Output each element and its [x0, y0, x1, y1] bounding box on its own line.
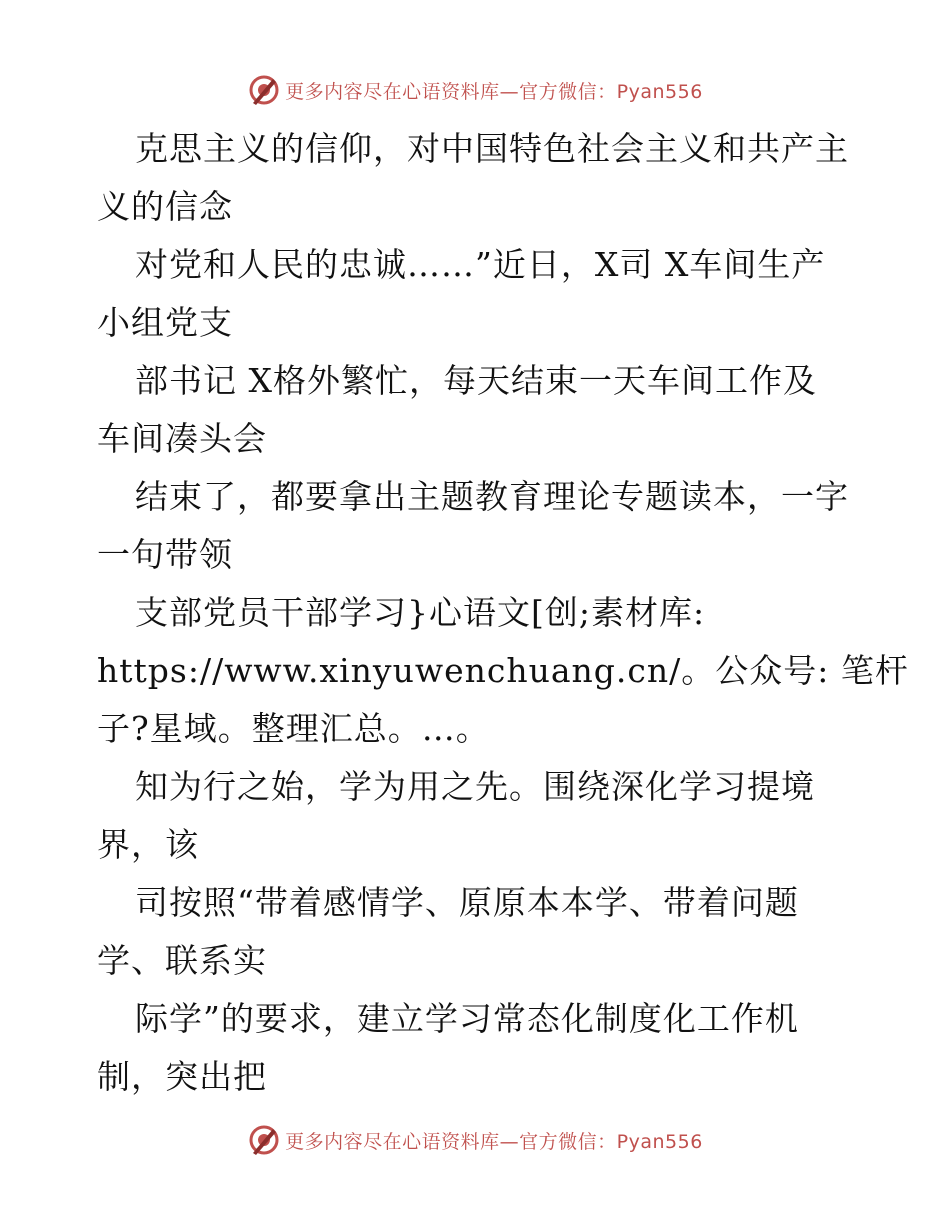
body-line: 学、联系实 [97, 941, 267, 980]
header-banner [0, 70, 950, 110]
body-line: 司按照“带着感情学、原原本本学、带着问题 [135, 883, 799, 922]
body-line: 克思主义的信仰，对中国特色社会主义和共产主 [135, 129, 849, 168]
body-line: 对党和人民的忠诚……”近日，X司 X车间生产 [135, 245, 826, 284]
body-line: https://www.xinyuwenchuang.cn/。公众号: 笔杆 [97, 651, 909, 690]
header-banner-text: 更多内容尽在心语资料库—官方微信：Pyan556 [285, 80, 703, 103]
body-line: 义的信念 [97, 187, 233, 226]
body-line: 小组党支 [97, 303, 233, 342]
document-body [97, 120, 909, 1106]
body-line: 结束了，都要拿出主题教育理论专题读本，一字 [135, 477, 849, 516]
body-line: 界，该 [97, 825, 199, 864]
body-line: 际学”的要求，建立学习常态化制度化工作机 [135, 999, 799, 1038]
body-line: 部书记 X格外繁忙，每天结束一天车间工作及 [135, 361, 817, 400]
pen-circle-icon [247, 73, 281, 107]
footer-banner [0, 1120, 950, 1160]
body-line: 知为行之始，学为用之先。围绕深化学习提境 [135, 767, 815, 806]
body-line: 制，突出把 [97, 1057, 267, 1096]
footer-banner-text: 更多内容尽在心语资料库—官方微信：Pyan556 [285, 1130, 703, 1153]
body-line: 子?星域。整理汇总。…。 [97, 709, 490, 748]
body-line: 一句带领 [97, 535, 233, 574]
body-line: 车间凑头会 [97, 419, 267, 458]
pen-circle-icon [247, 1123, 281, 1157]
body-line: 支部党员干部学习}心语文[创;素材库: [135, 593, 706, 632]
